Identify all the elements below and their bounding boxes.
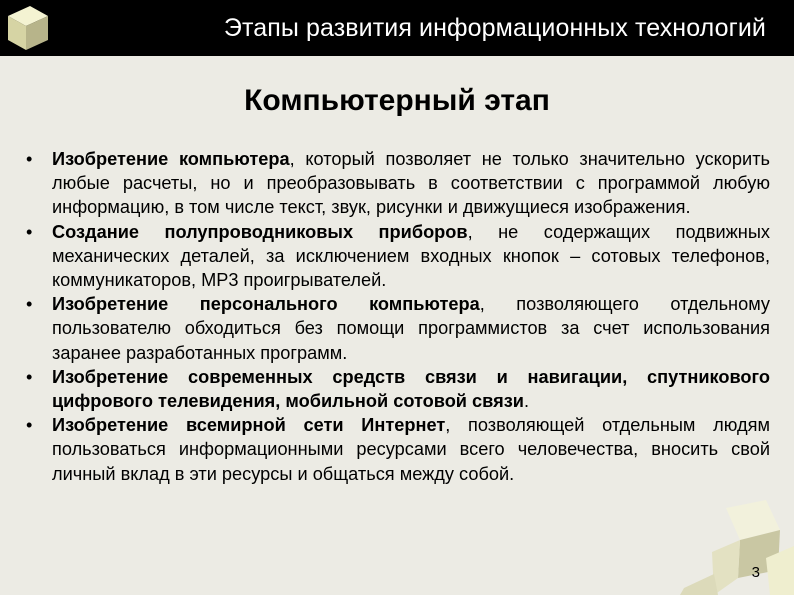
list-item	[24, 147, 770, 220]
list-item	[24, 365, 770, 413]
page-number: 3	[751, 564, 760, 581]
item-text: .	[523, 391, 529, 412]
slide-title: Компьютерный этап	[244, 84, 550, 117]
item-text: , не содержащих подвижных механических деталей, за исключением входных кнопок – сотовых телефонов, коммуникаторов, МР3 проигрывателей.	[52, 221, 770, 291]
cube-icon	[2, 2, 54, 54]
bullet-icon: •	[26, 366, 33, 387]
item-text: , который позволяет не только значительно ускорить любые расчеты, но и преобразовывать в соответствии с программой любую информацию, в том числе текст, звук, рисунки и движущиеся изображения.	[52, 149, 770, 218]
slide-header	[0, 0, 794, 56]
bullet-icon: •	[26, 149, 33, 169]
item-bold-text: Изобретение персонального компьютера	[52, 294, 480, 315]
item-bold-text: Изобретение компьютера	[52, 149, 290, 169]
bullet-list	[24, 147, 770, 486]
bullet-icon: •	[26, 294, 33, 315]
list-item	[24, 413, 770, 486]
cube-shapes-icon	[674, 500, 794, 595]
item-bold-text: Изобретение современных средств связи и навигации, спутникового цифрового телевидения, мобильной сотовой связи	[52, 366, 770, 412]
list-item	[24, 292, 770, 365]
item-text: , позволяющего отдельному пользователю обходиться без помощи программистов за счет использования заранее разработанных программ.	[52, 294, 771, 363]
item-bold-text: Создание полупроводниковых приборов	[52, 221, 468, 242]
header-title: Этапы развития информационных технологий	[223, 14, 766, 42]
list-item	[24, 220, 770, 293]
item-bold-text: Изобретение всемирной сети Интернет	[52, 415, 446, 436]
bullet-icon: •	[26, 221, 33, 242]
bullet-icon: •	[26, 415, 33, 436]
item-text: , позволяющей отдельным людям пользоваться информационными ресурсами всего человечества, вносить свой личный вклад в эти ресурсы и общаться между собой.	[52, 415, 770, 484]
